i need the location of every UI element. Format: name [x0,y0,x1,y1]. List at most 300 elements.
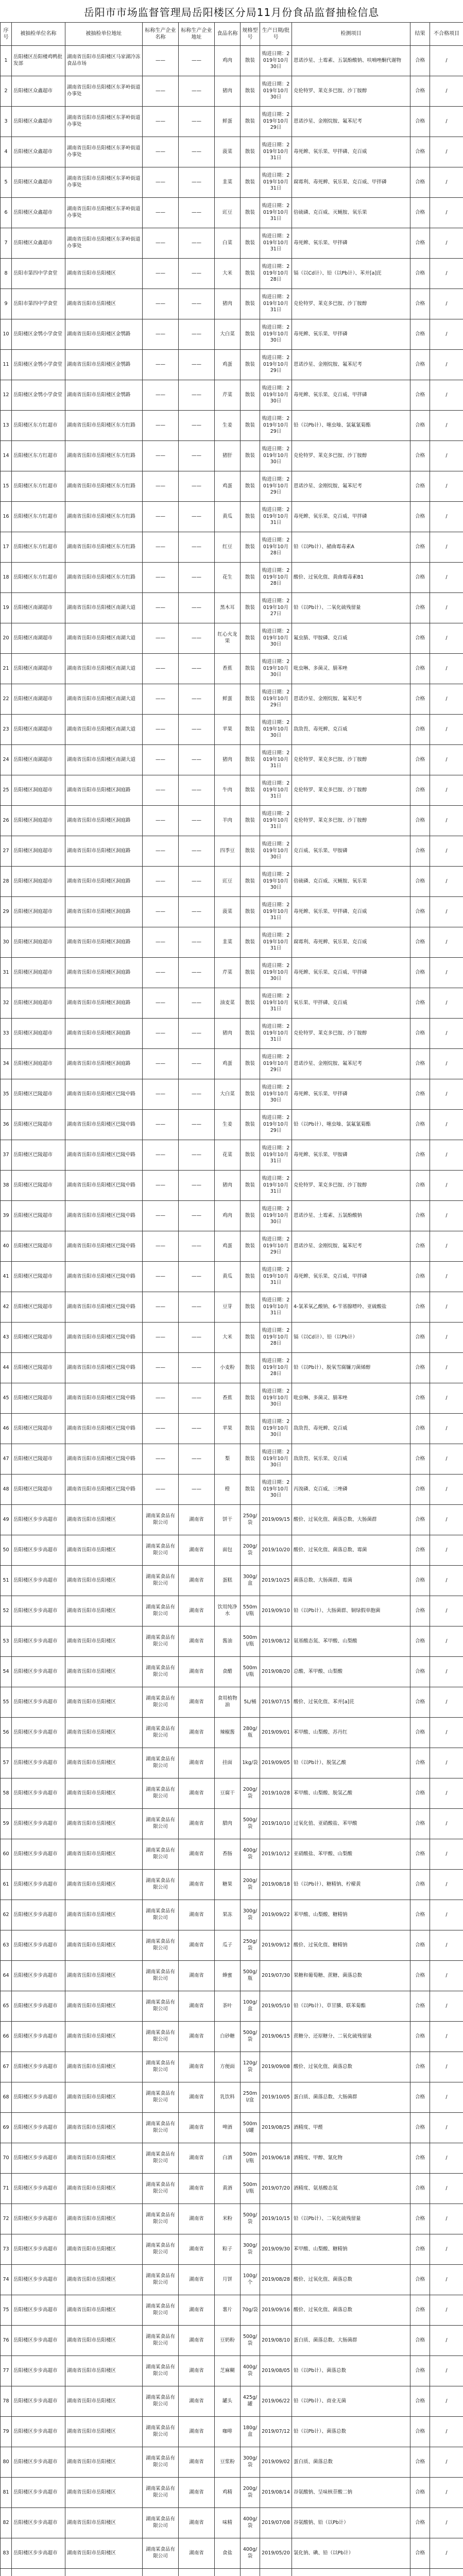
cell-unit-address: 湖南省岳阳市岳阳楼区 [65,2508,143,2538]
table-row [1,350,463,380]
cell-date: 购进日期：2019年10月31日 [260,502,292,532]
cell-unit-name: 岳阳楼区巴陵超市 [12,1475,65,1505]
cell-date: 购进日期：2019年10月29日 [260,107,292,137]
table-row [1,2356,463,2386]
cell-food-name: 韭菜 [215,927,241,958]
table-body [1,46,463,2576]
cell-index: 9 [1,289,12,319]
cell-test-items: 克伦特罗、莱克多巴胺、沙丁胺醇 [292,441,410,471]
table-row [1,1110,463,1140]
cell-producer-name: —— [143,1323,179,1353]
cell-failed-items: / [430,1566,463,1596]
cell-index: 68 [1,2082,12,2113]
cell-unit-name: 岳阳楼区南湖超市 [12,745,65,775]
cell-unit-name: 岳阳楼区洞庭超市 [12,927,65,958]
cell-test-items: 克伦特罗、莱克多巴胺、沙丁胺醇 [292,1019,410,1049]
cell-unit-address: 湖南省岳阳市岳阳楼区东方红路 [65,532,143,563]
table-row [1,867,463,897]
table-row [1,1414,463,1444]
table-row [1,441,463,471]
cell-failed-items: / [430,593,463,623]
cell-result: 合格 [410,1353,430,1383]
cell-unit-address: 湖南省岳阳市岳阳楼区金鹗路 [65,319,143,350]
cell-spec: 400g/袋 [241,1839,260,1870]
cell-spec: 散装 [241,1049,260,1079]
cell-producer-name: 湖南某食品有限公司 [143,1687,179,1718]
cell-index: 42 [1,1292,12,1323]
cell-index: 81 [1,2478,12,2508]
cell-food-name: 羊肉 [215,806,241,836]
cell-food-name: 苹果 [215,1414,241,1444]
cell-producer-address: —— [179,1292,215,1323]
table-row [1,1839,463,1870]
cell-unit-address: 湖南省岳阳市岳阳楼区东茅岭街道办事处 [65,198,143,228]
cell-result: 合格 [410,1991,430,2022]
cell-food-name: 香肠 [215,1839,241,1870]
cell-producer-address: —— [179,1323,215,1353]
cell-unit-address: 湖南省岳阳市岳阳楼区 [65,2538,143,2569]
cell-food-name: 鸡蛋 [215,1231,241,1262]
cell-index: 52 [1,1596,12,1626]
cell-producer-name: 湖南某食品有限公司 [143,1930,179,1961]
cell-failed-items: / [430,867,463,897]
cell-unit-address: 湖南省岳阳市岳阳楼区 [65,289,143,319]
cell-producer-name: —— [143,1079,179,1110]
cell-date: 购进日期：2019年10月30日 [260,958,292,988]
table-row [1,2113,463,2143]
cell-producer-name: 湖南某食品有限公司 [143,2538,179,2569]
cell-result: 合格 [410,745,430,775]
cell-failed-items: / [430,1323,463,1353]
cell-test-items: 总酸、苯甲酸、山梨酸 [292,1657,410,1687]
cell-producer-address: 湖南省 [179,2174,215,2204]
column-header: 序号 [1,23,12,46]
cell-failed-items: / [430,2113,463,2143]
cell-spec: 200g/袋 [241,2478,260,2508]
cell-index: 17 [1,532,12,563]
cell-index: 75 [1,2295,12,2326]
cell-unit-name: 岳阳楼区步步高超市 [12,1626,65,1657]
cell-spec: 散装 [241,1140,260,1171]
cell-date: 购进日期：2019年10月28日 [260,532,292,563]
cell-producer-name: 湖南某食品有限公司 [143,1778,179,1809]
cell-producer-name: —— [143,623,179,654]
cell-spec: 散装 [241,380,260,411]
cell-unit-name: 岳阳楼区步步高超市 [12,2417,65,2447]
cell-index: 70 [1,2143,12,2174]
cell-unit-name: 岳阳楼区南湖超市 [12,654,65,684]
cell-unit-address: 湖南省岳阳市岳阳楼区南湖大道 [65,654,143,684]
cell-spec: 散装 [241,1323,260,1353]
cell-date [260,2569,292,2576]
cell-spec: 500ml/瓶 [241,2174,260,2204]
cell-index: 39 [1,1201,12,1231]
cell-food-name: 鸡蛋 [215,471,241,502]
cell-spec: 散装 [241,289,260,319]
cell-producer-name: 湖南某食品有限公司 [143,2508,179,2538]
cell-producer-address: —— [179,593,215,623]
cell-producer-name: —— [143,806,179,836]
cell-failed-items: / [430,958,463,988]
cell-spec: 散装 [241,259,260,289]
cell-food-name: 鸡精 [215,2478,241,2508]
cell-result: 合格 [410,2234,430,2265]
cell-index: 71 [1,2174,12,2204]
cell-test-items: 铅（以Pb计）、脱氧雪腐镰刀菌烯醇 [292,1353,410,1383]
cell-test-items: 克伦特罗、莱克多巴胺、沙丁胺醇 [292,1171,410,1201]
cell-test-items: 克伦特罗、莱克多巴胺、沙丁胺醇 [292,76,410,107]
table-row [1,1049,463,1079]
cell-date: 2019/07/08 [260,2508,292,2538]
cell-producer-address: —— [179,380,215,411]
cell-unit-name: 岳阳楼区众鑫超市 [12,107,65,137]
cell-producer-address: 湖南省 [179,2295,215,2326]
cell-producer-name: —— [143,319,179,350]
cell-test-items: 亚硝酸盐、苯甲酸、山梨酸 [292,1839,410,1870]
cell-food-name: 乳饮料 [215,2082,241,2113]
cell-producer-address: 湖南省 [179,1809,215,1839]
cell-failed-items: / [430,411,463,441]
cell-failed-items: / [430,1535,463,1566]
cell-index: 50 [1,1535,12,1566]
cell-producer-address: 湖南省 [179,2082,215,2113]
cell-unit-name: 岳阳楼区众鑫超市 [12,76,65,107]
cell-result: 合格 [410,623,430,654]
cell-producer-name: 湖南某食品有限公司 [143,1991,179,2022]
cell-spec: 散装 [241,441,260,471]
cell-index: 61 [1,1870,12,1900]
cell-spec: 散装 [241,1110,260,1140]
cell-food-name: 韭菜 [215,167,241,198]
cell-failed-items: / [430,1687,463,1718]
cell-unit-name: 岳阳楼区步步高超市 [12,2295,65,2326]
cell-unit-name: 岳阳市第四中学食堂 [12,289,65,319]
cell-producer-name: 湖南某食品有限公司 [143,2204,179,2234]
cell-producer-name: 湖南某食品有限公司 [143,1748,179,1778]
table-row [1,1961,463,1991]
cell-index [1,2569,12,2576]
cell-unit-name: 岳阳楼区步步高超市 [12,2386,65,2417]
table-row [1,2234,463,2265]
cell-date: 购进日期：2019年10月31日 [260,745,292,775]
cell-result: 合格 [410,1171,430,1201]
cell-result: 合格 [410,1231,430,1262]
cell-date: 购进日期：2019年10月30日 [260,380,292,411]
cell-test-items [292,2569,410,2576]
cell-food-name: 咖啡 [215,2417,241,2447]
cell-date: 购进日期：2019年10月29日 [260,411,292,441]
cell-failed-items: / [430,897,463,927]
table-row [1,1930,463,1961]
cell-index: 58 [1,1778,12,1809]
cell-date: 购进日期：2019年10月31日 [260,167,292,198]
cell-producer-name: 湖南某食品有限公司 [143,1900,179,1930]
cell-result: 合格 [410,532,430,563]
cell-food-name: 黄瓜 [215,1262,241,1292]
cell-unit-address: 湖南省岳阳市岳阳楼区洞庭路 [65,836,143,867]
cell-producer-address: 湖南省 [179,1657,215,1687]
cell-date: 购进日期：2019年10月29日 [260,1231,292,1262]
cell-spec: 散装 [241,1292,260,1323]
table-row [1,836,463,867]
cell-test-items: 毒死蜱、氧乐果、克百威、甲拌磷 [292,1262,410,1292]
cell-spec: 散装 [241,76,260,107]
cell-result: 合格 [410,1110,430,1140]
cell-producer-name: —— [143,1353,179,1383]
cell-failed-items: / [430,1718,463,1748]
cell-failed-items: / [430,2295,463,2326]
cell-test-items: 4-氯苯氧乙酸钠、6-苄基腺嘌呤、亚硫酸盐 [292,1292,410,1323]
cell-date: 购进日期：2019年10月29日 [260,1110,292,1140]
cell-unit-name: 岳阳楼区步步高超市 [12,1535,65,1566]
cell-failed-items: / [430,2508,463,2538]
cell-date: 购进日期：2019年10月30日 [260,867,292,897]
cell-producer-address: 湖南省 [179,1687,215,1718]
cell-test-items: 敌敌畏、毒死蜱、克百威 [292,1414,410,1444]
cell-food-name: 食用植物油 [215,1687,241,1718]
cell-date: 购进日期：2019年10月30日 [260,654,292,684]
cell-unit-name: 岳阳楼区步步高超市 [12,1566,65,1596]
cell-failed-items: / [430,745,463,775]
cell-unit-name: 岳阳楼区步步高超市 [12,1870,65,1900]
cell-unit-address: 湖南省岳阳市岳阳楼区 [65,1778,143,1809]
cell-date: 购进日期：2019年10月30日 [260,623,292,654]
cell-producer-address: 湖南省 [179,2265,215,2295]
cell-index: 48 [1,1475,12,1505]
table-row [1,1900,463,1930]
cell-producer-address: —— [179,1444,215,1475]
cell-producer-name: —— [143,167,179,198]
cell-test-items: 苯甲酸、山梨酸、糖精钠 [292,2234,410,2265]
cell-spec: 散装 [241,1171,260,1201]
cell-date: 2019/10/25 [260,1566,292,1596]
cell-index: 26 [1,806,12,836]
cell-test-items: 恩诺沙星、金刚烷胺、氟苯尼考 [292,471,410,502]
cell-failed-items: / [430,107,463,137]
cell-producer-address: 湖南省 [179,1778,215,1809]
cell-index: 8 [1,259,12,289]
cell-failed-items: / [430,1596,463,1626]
cell-index: 1 [1,46,12,76]
cell-producer-name: —— [143,988,179,1019]
cell-unit-address: 湖南省岳阳市岳阳楼区巴陵中路 [65,1171,143,1201]
cell-unit-address: 湖南省岳阳市岳阳楼区 [65,1748,143,1778]
cell-food-name: 粽子 [215,2234,241,2265]
cell-food-name: 鲜蛋 [215,107,241,137]
table-row [1,1444,463,1475]
cell-index: 15 [1,471,12,502]
cell-index: 69 [1,2113,12,2143]
cell-spec: 散装 [241,897,260,927]
cell-producer-address: —— [179,715,215,745]
cell-failed-items: / [430,2174,463,2204]
cell-unit-name: 岳阳楼区步步高超市 [12,2326,65,2356]
cell-unit-name: 岳阳楼区步步高超市 [12,2143,65,2174]
cell-spec: 200g/袋 [241,1778,260,1809]
cell-spec: 500g/袋 [241,1809,260,1839]
cell-producer-name: 湖南某食品有限公司 [143,2447,179,2478]
cell-failed-items: / [430,654,463,684]
cell-food-name: 豆芽 [215,1292,241,1323]
cell-food-name: 红豆 [215,532,241,563]
cell-spec: 散装 [241,1231,260,1262]
cell-index: 44 [1,1353,12,1383]
cell-producer-address: —— [179,441,215,471]
cell-index: 49 [1,1505,12,1535]
cell-producer-name: —— [143,684,179,715]
cell-unit-name: 岳阳楼区洞庭超市 [12,988,65,1019]
cell-date: 2019/10/12 [260,1839,292,1870]
cell-failed-items: / [430,563,463,593]
cell-unit-name: 岳阳楼区步步高超市 [12,2538,65,2569]
cell-spec: 180g/盒 [241,2417,260,2447]
cell-date: 2019/06/22 [260,2386,292,2417]
cell-producer-address [179,2569,215,2576]
cell-producer-address: 湖南省 [179,1870,215,1900]
cell-result: 合格 [410,1049,430,1079]
cell-spec: 500ml/瓶 [241,1626,260,1657]
cell-date: 2019/10/15 [260,2204,292,2234]
cell-producer-name: —— [143,1171,179,1201]
cell-producer-address: —— [179,1140,215,1171]
cell-failed-items: / [430,380,463,411]
cell-unit-address: 湖南省岳阳市岳阳楼区东茅岭街道办事处 [65,228,143,259]
cell-spec: 100g/个 [241,2265,260,2295]
cell-result: 合格 [410,1262,430,1292]
cell-unit-address: 湖南省岳阳市岳阳楼区东方红路 [65,563,143,593]
table-row [1,1475,463,1505]
cell-spec: 280g/瓶 [241,1718,260,1748]
cell-food-name: 花菜 [215,1140,241,1171]
cell-unit-name: 岳阳楼区巴陵超市 [12,1110,65,1140]
table-row [1,2508,463,2538]
cell-spec: 散装 [241,350,260,380]
cell-unit-name: 岳阳楼区众鑫超市 [12,137,65,167]
cell-unit-address: 湖南省岳阳市岳阳楼区 [65,2143,143,2174]
cell-spec: 300g/袋 [241,2447,260,2478]
cell-test-items: 敌敌畏、氧乐果、克百威 [292,1444,410,1475]
cell-producer-name: —— [143,228,179,259]
cell-unit-name: 岳阳楼区东方红超市 [12,471,65,502]
cell-producer-name: —— [143,958,179,988]
cell-unit-name: 岳阳楼区洞庭超市 [12,867,65,897]
cell-failed-items: / [430,1019,463,1049]
cell-unit-name: 岳阳楼区步步高超市 [12,2052,65,2082]
cell-producer-name: —— [143,867,179,897]
cell-test-items: 铅（以Pb计）、菌落总数 [292,2417,410,2447]
cell-result: 合格 [410,380,430,411]
cell-unit-address: 湖南省岳阳市岳阳楼区东方红路 [65,441,143,471]
cell-result: 合格 [410,1687,430,1718]
cell-spec: 400g/袋 [241,2356,260,2386]
cell-food-name: 苹果 [215,715,241,745]
cell-unit-address: 湖南省岳阳市岳阳楼区巴陵中路 [65,1201,143,1231]
cell-unit-name: 岳阳楼区步步高超市 [12,1900,65,1930]
cell-spec: 散装 [241,532,260,563]
cell-result: 合格 [410,502,430,532]
cell-failed-items: / [430,502,463,532]
cell-food-name [215,2569,241,2576]
cell-date: 购进日期：2019年10月30日 [260,1079,292,1110]
cell-failed-items: / [430,1049,463,1079]
cell-result: 合格 [410,198,430,228]
cell-unit-address: 湖南省岳阳市岳阳楼区巴陵中路 [65,1475,143,1505]
cell-failed-items: / [430,350,463,380]
cell-food-name: 鸡肉 [215,46,241,76]
cell-spec: 散装 [241,1079,260,1110]
table-row [1,1323,463,1353]
cell-unit-address: 湖南省岳阳市岳阳楼区 [65,2174,143,2204]
cell-unit-name: 岳阳楼区东方红超市 [12,532,65,563]
cell-test-items: 酒精度、甲醇、氰化物 [292,2143,410,2174]
cell-unit-name: 岳阳楼区金鹗小学食堂 [12,350,65,380]
cell-producer-address: 湖南省 [179,2113,215,2143]
cell-failed-items: / [430,137,463,167]
cell-date: 购进日期：2019年10月30日 [260,1201,292,1231]
cell-food-name: 罐头 [215,2386,241,2417]
cell-unit-name: 岳阳楼区洞庭超市 [12,1049,65,1079]
cell-failed-items: / [430,2538,463,2569]
cell-result: 合格 [410,2143,430,2174]
cell-unit-name: 岳阳楼区步步高超市 [12,2174,65,2204]
cell-result: 合格 [410,1566,430,1596]
cell-unit-address: 湖南省岳阳市岳阳楼区 [65,1930,143,1961]
cell-test-items: 恩诺沙星、金刚烷胺、氟苯尼考 [292,350,410,380]
cell-unit-address: 湖南省岳阳市岳阳楼区 [65,1505,143,1535]
cell-unit-address: 湖南省岳阳市岳阳楼区 [65,2265,143,2295]
table-row [1,198,463,228]
cell-result: 合格 [410,1718,430,1748]
cell-unit-name: 岳阳楼区巴陵超市 [12,1201,65,1231]
cell-unit-address: 湖南省岳阳市岳阳楼区 [65,2022,143,2052]
cell-unit-name: 岳阳楼区众鑫超市 [12,167,65,198]
cell-index: 53 [1,1626,12,1657]
cell-result: 合格 [410,988,430,1019]
table-row [1,107,463,137]
cell-unit-address: 湖南省岳阳市岳阳楼区 [65,2386,143,2417]
cell-producer-name: —— [143,350,179,380]
cell-producer-address: —— [179,46,215,76]
cell-producer-address: 湖南省 [179,1991,215,2022]
cell-test-items: 酸价、过氧化值、糖精钠 [292,1930,410,1961]
cell-failed-items: / [430,46,463,76]
cell-food-name: 大米 [215,1323,241,1353]
cell-result: 合格 [410,2082,430,2113]
cell-unit-name: 岳阳楼区步步高超市 [12,2022,65,2052]
cell-producer-name: —— [143,259,179,289]
cell-test-items: 蛋白质、菌落总数、大肠菌群 [292,2326,410,2356]
cell-index: 47 [1,1444,12,1475]
cell-index: 24 [1,745,12,775]
cell-failed-items: / [430,2082,463,2113]
table-row [1,1262,463,1292]
cell-unit-address: 湖南省岳阳市岳阳楼区洞庭路 [65,775,143,806]
cell-producer-name: 湖南某食品有限公司 [143,1809,179,1839]
table-row [1,1505,463,1535]
cell-result: 合格 [410,1748,430,1778]
cell-unit-name: 岳阳楼区金鹗小学食堂 [12,380,65,411]
cell-producer-name: —— [143,532,179,563]
cell-date: 2019/09/10 [260,1596,292,1626]
cell-unit-name: 岳阳楼区洞庭超市 [12,897,65,927]
cell-failed-items: / [430,1900,463,1930]
cell-food-name: 蜂蜜 [215,1961,241,1991]
cell-producer-name: 湖南某食品有限公司 [143,2386,179,2417]
cell-food-name: 香蕉 [215,654,241,684]
cell-unit-name: 岳阳楼区洞庭超市 [12,1019,65,1049]
cell-index: 13 [1,411,12,441]
cell-test-items: 克伦特罗、莱克多巴胺、沙丁胺醇 [292,775,410,806]
